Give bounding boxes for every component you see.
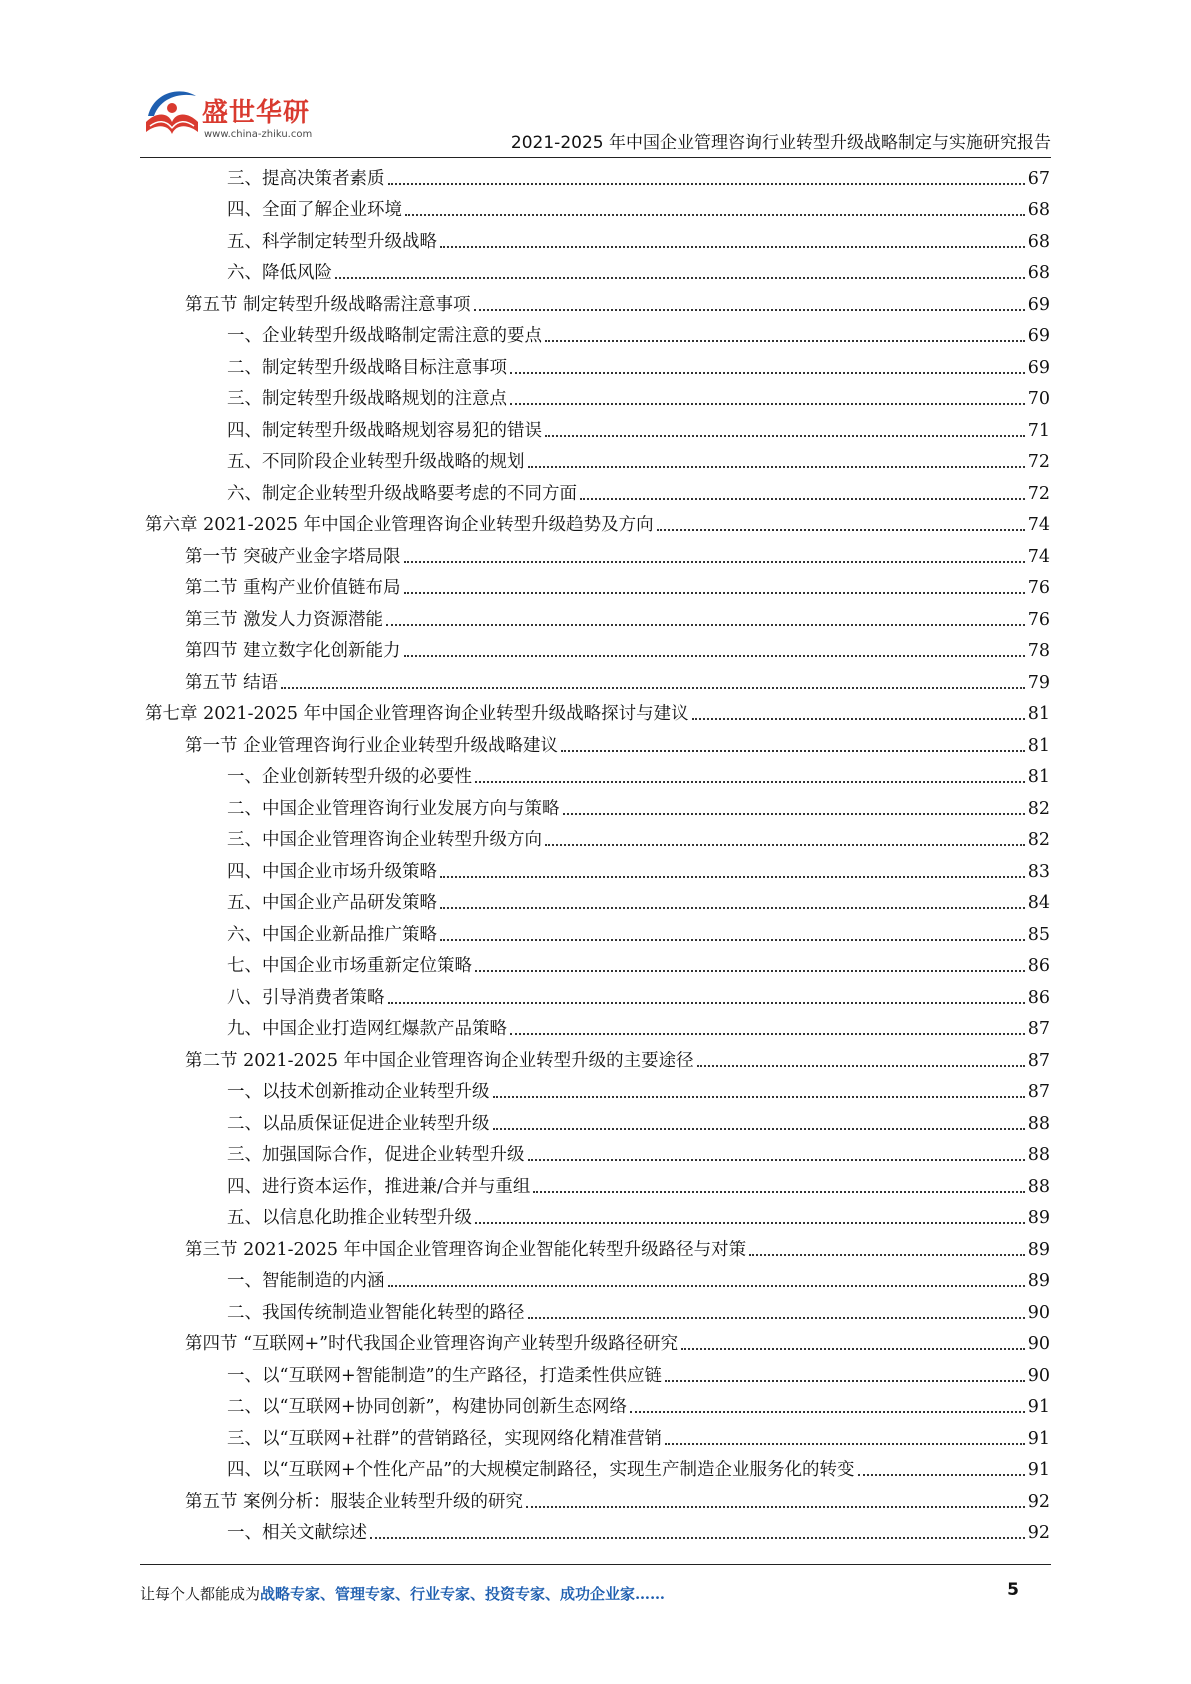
toc-dot-leader	[510, 372, 1025, 374]
toc-entry	[145, 979, 1050, 1011]
toc-dot-leader	[692, 718, 1025, 720]
toc-entry-page: 74	[1027, 546, 1050, 567]
toc-entry-page: 71	[1027, 420, 1050, 441]
toc-entry	[145, 1420, 1050, 1452]
toc-dot-leader	[533, 1191, 1024, 1193]
toc-entry	[145, 1263, 1050, 1295]
toc-entry-page: 92	[1027, 1491, 1050, 1512]
toc-entry-page: 87	[1027, 1082, 1050, 1102]
toc-entry-page: 78	[1027, 641, 1050, 661]
toc-entry-page: 81	[1027, 767, 1050, 787]
toc-entry-title: 第五节 制定转型升级战略需注意事项	[185, 294, 471, 315]
toc-dot-leader	[528, 1159, 1025, 1161]
toc-entry	[145, 381, 1050, 413]
toc-entry-title: 第三节 激发人力资源潜能	[185, 609, 384, 630]
toc-entry-page: 90	[1027, 1334, 1050, 1354]
toc-dot-leader	[681, 1348, 1025, 1350]
toc-entry-title: 二、制定转型升级战略目标注意事项	[227, 357, 507, 378]
toc-entry-title: 八、引导消费者策略	[227, 987, 385, 1008]
toc-dot-leader	[474, 309, 1025, 311]
toc-entry-page: 67	[1027, 168, 1050, 189]
toc-entry-page: 86	[1027, 987, 1050, 1008]
toc-entry-title: 第五节 结语	[185, 672, 279, 693]
toc-entry-title: 第五节 案例分析：服装企业转型升级的研究	[185, 1491, 524, 1512]
toc-entry	[145, 192, 1050, 224]
toc-dot-leader	[510, 403, 1025, 405]
toc-entry	[145, 1200, 1050, 1232]
toc-entry	[145, 160, 1050, 192]
toc-entry-title: 第一节 突破产业金字塔局限	[185, 546, 401, 567]
toc-dot-leader	[545, 435, 1025, 437]
toc-entry-page: 74	[1027, 515, 1050, 535]
toc-entry	[145, 948, 1050, 980]
toc-dot-leader	[545, 340, 1025, 342]
toc-entry-page: 82	[1027, 830, 1050, 850]
toc-entry	[145, 412, 1050, 444]
toc-entry-page: 87	[1027, 1050, 1050, 1071]
toc-entry-title: 四、中国企业市场升级策略	[227, 861, 437, 882]
toc-entry-title: 五、不同阶段企业转型升级战略的规划	[227, 452, 525, 472]
toc-dot-leader	[563, 813, 1025, 815]
toc-entry	[145, 255, 1050, 287]
page-header	[0, 0, 1191, 160]
toc-entry-page: 69	[1027, 294, 1050, 315]
toc-entry	[145, 1515, 1050, 1547]
footer-slogan	[140, 1583, 665, 1604]
toc-entry-title: 第六章 2021-2025 年中国企业管理咨询企业转型升级趋势及方向	[145, 515, 654, 535]
toc-entry-page: 88	[1027, 1113, 1050, 1134]
toc-entry	[145, 727, 1050, 759]
toc-dot-leader	[440, 876, 1025, 878]
footer-divider	[140, 1564, 1051, 1565]
toc-entry-page: 89	[1027, 1239, 1050, 1260]
toc-entry	[145, 1483, 1050, 1515]
toc-entry	[145, 696, 1050, 728]
toc-entry-page: 90	[1027, 1302, 1050, 1323]
toc-entry-page: 85	[1027, 924, 1050, 945]
toc-entry	[145, 916, 1050, 948]
toc-entry-page: 84	[1027, 893, 1050, 913]
footer-slogan-lead: 让每个人都能成为	[140, 1585, 261, 1603]
toc-entry-page: 91	[1027, 1428, 1050, 1449]
toc-entry-title: 六、降低风险	[227, 263, 332, 283]
toc-dot-leader	[493, 1128, 1025, 1130]
toc-dot-leader	[475, 1222, 1025, 1224]
toc-entry-page: 69	[1027, 326, 1050, 346]
toc-entry-title: 三、中国企业管理咨询企业转型升级方向	[227, 830, 542, 850]
toc-entry	[145, 759, 1050, 791]
toc-entry-title: 二、以“互联网+协同创新”，构建协同创新生态网络	[227, 1397, 628, 1417]
toc-dot-leader	[545, 844, 1025, 846]
toc-entry	[145, 1168, 1050, 1200]
toc-entry-page: 87	[1027, 1019, 1050, 1039]
toc-dot-leader	[404, 655, 1025, 657]
toc-entry-title: 第四节 “互联网+”时代我国企业管理咨询产业转型升级路径研究	[185, 1334, 679, 1354]
toc-dot-leader	[528, 466, 1025, 468]
header-divider	[140, 157, 1051, 158]
toc-entry-page: 72	[1027, 452, 1050, 472]
toc-entry-title: 第二节 重构产业价值链布局	[185, 578, 401, 598]
toc-dot-leader	[657, 529, 1025, 531]
toc-entry-title: 二、以品质保证促进企业转型升级	[227, 1113, 490, 1134]
toc-entry	[145, 318, 1050, 350]
toc-dot-leader	[386, 624, 1025, 626]
toc-entry-page: 76	[1027, 609, 1050, 630]
toc-dot-leader	[526, 1506, 1025, 1508]
toc-entry-page: 81	[1027, 704, 1050, 724]
toc-entry	[145, 633, 1050, 665]
toc-dot-leader	[665, 1380, 1025, 1382]
toc-dot-leader	[475, 970, 1025, 972]
logo-book-icon	[140, 82, 204, 146]
toc-dot-leader	[440, 939, 1025, 941]
toc-entry-title: 四、全面了解企业环境	[227, 200, 402, 220]
toc-entry-title: 五、科学制定转型升级战略	[227, 231, 437, 252]
toc-entry-title: 第一节 企业管理咨询行业企业转型升级战略建议	[185, 735, 559, 756]
footer-slogan-highlight: 战略专家、管理专家、行业专家、投资专家、成功企业家……	[260, 1585, 666, 1603]
toc-entry	[145, 822, 1050, 854]
page-number: 5	[1007, 1580, 1019, 1600]
toc-entry	[145, 1389, 1050, 1421]
toc-entry-title: 第三节 2021-2025 年中国企业管理咨询企业智能化转型升级路径与对策	[185, 1239, 747, 1260]
toc-entry-title: 一、企业创新转型升级的必要性	[227, 767, 472, 787]
toc-dot-leader	[561, 750, 1025, 752]
toc-dot-leader	[440, 246, 1025, 248]
toc-entry	[145, 1357, 1050, 1389]
toc-dot-leader	[493, 1096, 1025, 1098]
toc-entry	[145, 790, 1050, 822]
toc-dot-leader	[388, 1285, 1025, 1287]
toc-entry	[145, 885, 1050, 917]
toc-entry	[145, 1074, 1050, 1106]
toc-entry	[145, 1452, 1050, 1484]
toc-entry-title: 三、提高决策者素质	[227, 168, 385, 189]
toc-entry	[145, 507, 1050, 539]
toc-dot-leader	[580, 498, 1025, 500]
toc-dot-leader	[404, 592, 1025, 594]
toc-entry-title: 一、智能制造的内涵	[227, 1271, 385, 1291]
toc-entry-page: 82	[1027, 798, 1050, 819]
toc-entry-page: 70	[1027, 389, 1050, 409]
toc-entry	[145, 444, 1050, 476]
toc-entry-title: 四、以“互联网+个性化产品”的大规模定制路径，实现生产制造企业服务化的转变	[227, 1460, 855, 1480]
toc-entry	[145, 1326, 1050, 1358]
toc-entry-title: 第七章 2021-2025 年中国企业管理咨询企业转型升级战略探讨与建议	[145, 704, 689, 724]
toc-dot-leader	[440, 907, 1025, 909]
toc-dot-leader	[388, 183, 1025, 185]
toc-dot-leader	[510, 1033, 1025, 1035]
toc-entry	[145, 538, 1050, 570]
toc-dot-leader	[404, 561, 1025, 563]
toc-dot-leader	[335, 277, 1025, 279]
toc-entry-page: 79	[1027, 672, 1050, 693]
toc-entry-page: 92	[1027, 1523, 1050, 1543]
company-logo	[140, 82, 330, 152]
toc-entry-title: 四、制定转型升级战略规划容易犯的错误	[227, 420, 542, 441]
toc-entry	[145, 349, 1050, 381]
toc-dot-leader	[630, 1411, 1025, 1413]
report-title: 2021-2025 年中国企业管理咨询行业转型升级战略制定与实施研究报告	[510, 133, 1051, 153]
toc-entry-title: 四、进行资本运作，推进兼/合并与重组	[227, 1176, 531, 1197]
toc-entry-title: 三、制定转型升级战略规划的注意点	[227, 389, 507, 409]
toc-entry-page: 88	[1027, 1145, 1050, 1165]
toc-entry-page: 91	[1027, 1460, 1050, 1480]
toc-entry-title: 五、中国企业产品研发策略	[227, 893, 437, 913]
toc-entry	[145, 853, 1050, 885]
toc-entry-page: 68	[1027, 200, 1050, 220]
toc-entry-title: 七、中国企业市场重新定位策略	[227, 956, 472, 976]
toc-dot-leader	[281, 687, 1025, 689]
table-of-contents	[145, 160, 1050, 1546]
toc-entry-title: 六、中国企业新品推广策略	[227, 924, 437, 945]
toc-dot-leader	[388, 1002, 1025, 1004]
toc-dot-leader	[370, 1537, 1025, 1539]
toc-dot-leader	[749, 1254, 1025, 1256]
toc-entry	[145, 1105, 1050, 1137]
toc-entry-title: 第二节 2021-2025 年中国企业管理咨询企业转型升级的主要途径	[185, 1050, 694, 1071]
toc-entry-title: 二、我国传统制造业智能化转型的路径	[227, 1302, 525, 1323]
toc-entry	[145, 1042, 1050, 1074]
toc-entry-page: 88	[1027, 1176, 1050, 1197]
toc-entry-title: 一、以“互联网+智能制造”的生产路径，打造柔性供应链	[227, 1365, 663, 1386]
toc-entry-page: 68	[1027, 263, 1050, 283]
toc-entry	[145, 664, 1050, 696]
toc-entry	[145, 223, 1050, 255]
toc-entry-title: 五、以信息化助推企业转型升级	[227, 1208, 472, 1228]
toc-entry	[145, 601, 1050, 633]
toc-entry	[145, 570, 1050, 602]
toc-entry-title: 一、企业转型升级战略制定需注意的要点	[227, 326, 542, 346]
logo-url: www.china-zhiku.com	[204, 129, 313, 140]
toc-dot-leader	[858, 1474, 1025, 1476]
toc-entry-title: 一、相关文献综述	[227, 1523, 367, 1543]
toc-entry-page: 83	[1027, 861, 1050, 882]
toc-entry-page: 69	[1027, 357, 1050, 378]
toc-entry-page: 90	[1027, 1365, 1050, 1386]
toc-entry	[145, 1294, 1050, 1326]
toc-entry-title: 二、中国企业管理咨询行业发展方向与策略	[227, 798, 560, 819]
toc-dot-leader	[528, 1317, 1025, 1319]
toc-entry-page: 86	[1027, 956, 1050, 976]
toc-entry-page: 81	[1027, 735, 1050, 756]
toc-entry-page: 89	[1027, 1208, 1050, 1228]
toc-entry	[145, 1011, 1050, 1043]
toc-entry-page: 68	[1027, 231, 1050, 252]
toc-entry-page: 72	[1027, 483, 1050, 504]
toc-entry	[145, 1231, 1050, 1263]
toc-entry-title: 一、以技术创新推动企业转型升级	[227, 1082, 490, 1102]
toc-entry-page: 91	[1027, 1397, 1050, 1417]
toc-entry-title: 三、加强国际合作，促进企业转型升级	[227, 1145, 525, 1165]
toc-entry-title: 三、以“互联网+社群”的营销路径，实现网络化精准营销	[227, 1428, 663, 1449]
toc-dot-leader	[665, 1443, 1025, 1445]
toc-entry-title: 九、中国企业打造网红爆款产品策略	[227, 1019, 507, 1039]
toc-entry-title: 六、制定企业转型升级战略要考虑的不同方面	[227, 483, 577, 504]
toc-dot-leader	[475, 781, 1025, 783]
toc-dot-leader	[697, 1065, 1025, 1067]
toc-entry-page: 89	[1027, 1271, 1050, 1291]
toc-entry	[145, 475, 1050, 507]
toc-entry-page: 76	[1027, 578, 1050, 598]
toc-entry	[145, 1137, 1050, 1169]
toc-entry	[145, 286, 1050, 318]
toc-dot-leader	[405, 214, 1025, 216]
logo-text: 盛世华研	[202, 98, 311, 128]
toc-entry-title: 第四节 建立数字化创新能力	[185, 641, 401, 661]
